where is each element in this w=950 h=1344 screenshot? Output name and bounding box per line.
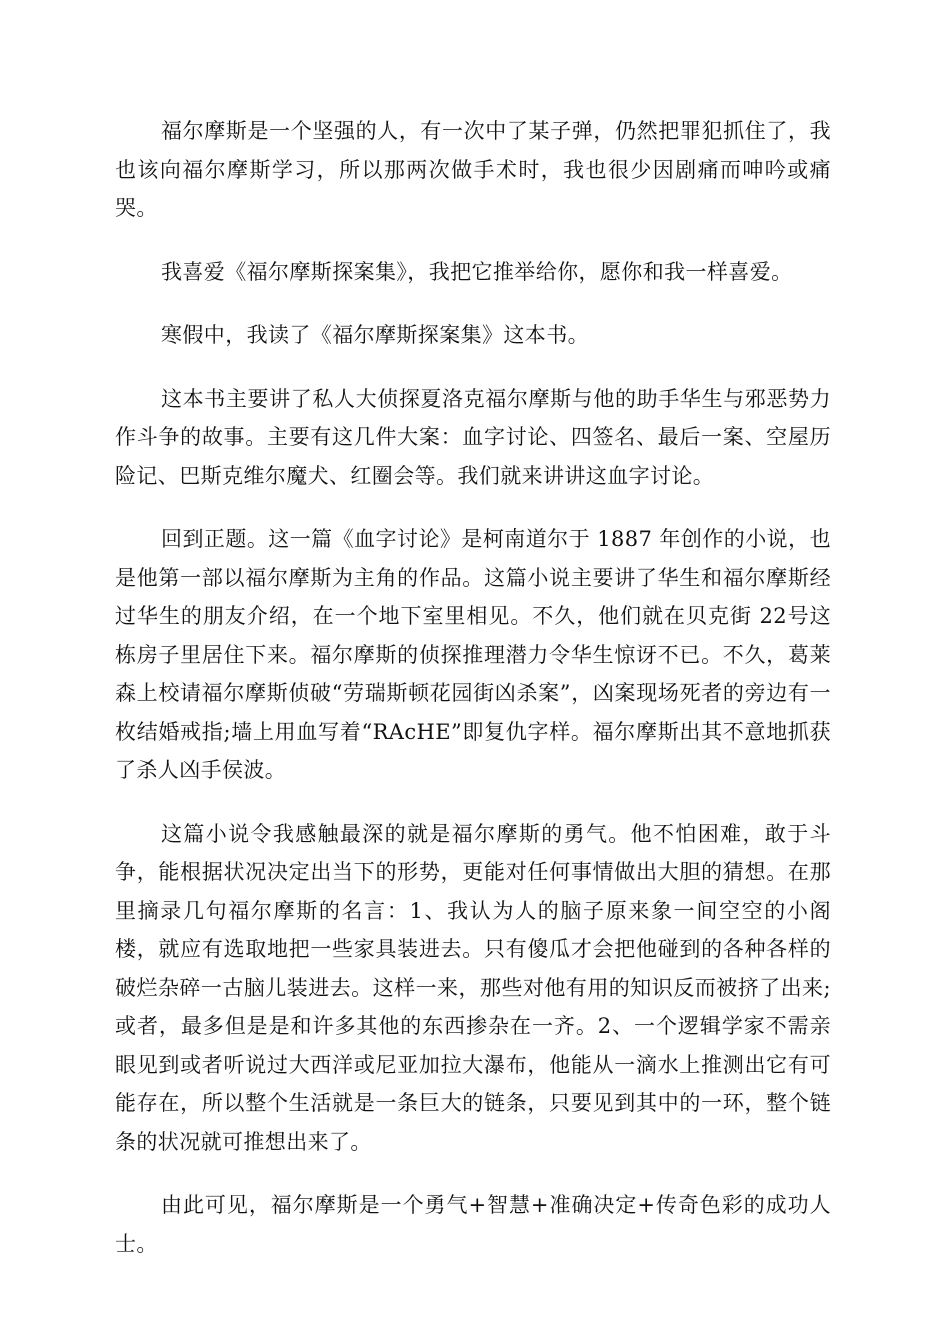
paragraph: 回到正题。这一篇《血字讨论》是柯南道尔于 1887 年创作的小说，也是他第一部以福尔摩斯为主角的作品。这篇小说主要讲了华生和福尔摩斯经过华生的朋友介绍，在一个地下室里相见。不久，他们就在贝克街 22号这栋房子里居住下来。福尔摩斯的侦探推理潜力令华生惊讶不已。不久，葛莱森上校请福尔摩斯侦破“劳瑞斯顿花园街凶杀案”，凶案现场死者的旁边有一枚结婚戒指;墙上用血写着“RAcHE”即复仇字样。福尔摩斯出其不意地抓获了杀人凶手侯波。 (115, 527, 831, 782)
paragraph: 由此可见，福尔摩斯是一个勇气+智慧+准确决定+传奇色彩的成功人士。 (115, 1193, 831, 1256)
document-body (115, 112, 831, 1288)
paragraph: 我喜爱《福尔摩斯探案集》，我把它推举给你，愿你和我一样喜爱。 (161, 259, 793, 284)
paragraph: 寒假中，我读了《福尔摩斯探案集》这本书。 (161, 323, 589, 347)
paragraph: 福尔摩斯是一个坚强的人，有一次中了某子弹，仍然把罪犯抓住了，我也该向福尔摩斯学习，所以那两次做手术时，我也很少因剧痛而呻吟或痛哭。 (115, 119, 831, 220)
paragraph: 这本书主要讲了私人大侦探夏洛克福尔摩斯与他的助手华生与邪恶势力作斗争的故事。主要有这几件大案：血字讨论、四签名、最后一案、空屋历险记、巴斯克维尔魔犬、红圈会等。我们就来讲讲这血字讨论。 (115, 386, 831, 488)
paragraph: 这篇小说令我感触最深的就是福尔摩斯的勇气。他不怕困难，敢于斗争，能根据状况决定出当下的形势，更能对任何事情做出大胆的猜想。在那里摘录几句福尔摩斯的名言：1、我认为人的脑子原来象一间空空的小阁楼，就应有选取地把一些家具装进去。只有傻瓜才会把他碰到的各种各样的破烂杂碎一古脑儿装进去。这样一来，那些对他有用的知识反而被挤了出来;或者，最多但是是和许多其他的东西掺杂在一齐。2、一个逻辑学家不需亲眼见到或者听说过大西洋或尼亚加拉大瀑布，他能从一滴水上推测出它有可能存在，所以整个生活就是一条巨大的链条，只要见到其中的一环，整个链条的状况就可推想出来了。 (115, 821, 831, 1154)
